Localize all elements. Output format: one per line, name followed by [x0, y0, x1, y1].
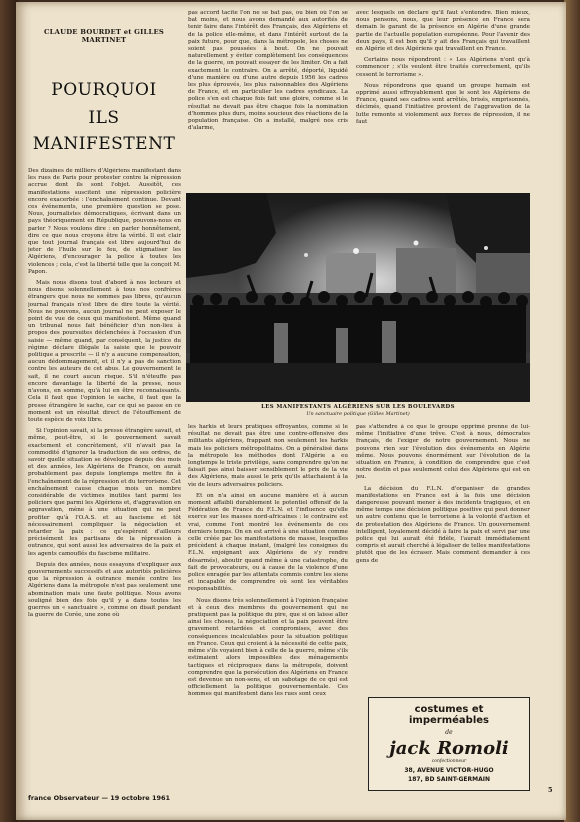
ad-line-de: de [445, 729, 453, 736]
photo-caption: LES MANIFESTANTS ALGÉRIENS SUR LES BOULEVARDS [261, 404, 455, 410]
page-number: 5 [548, 786, 553, 794]
headline-line-3: MANIFESTENT [32, 134, 176, 154]
crowd-photo-image [186, 193, 530, 402]
photo-subcaption: Un sanctuaire politique (Gilles Martinet) [306, 411, 410, 417]
article-paragraph: Certains nous répondront : « Les Algériens n'ont qu'à commencer ; s'ils veulent être traités correctement, qu'ils cessent le terrorisme ». [356, 57, 530, 78]
ad-address-2: 187, BD SAINT-GERMAIN [408, 776, 490, 783]
article-column-1 [28, 168, 181, 780]
article-paragraph: pas accord tacite l'on ne se bat pas, ou bien où l'on se bat moins, et nous avons demandé aux autorités de tenir faire dans l'intérêt des Français, des Algériens et de la police elle-même, et dans l'intérêt surtout de la paix future, pour que, dans la métropole, les choses ne soient pas poussées à bout. On ne pouvait naturellement y éviter complètement les conséquences de la guerre, on pouvait essayer de les limiter. On a fait exactement le contraire. On a arrêté, déporté, liquidé d'une manière ou d'une autre depuis 1956 les cadres les plus éprouvés, les plus raisonnables des Algériens de France, et en particulier les cadres syndicaux. La police s'en est chaque fois fait une gloire, comme si le résultat ne devait pas être chaque fois la nomination d'hommes plus durs, moins soucieux des réactions de la population française. On a installé, malgré nos cris d'alarme, [188, 10, 348, 132]
article-paragraph: les harkis et leurs pratiques effroyantes, comme si le résultat ne devait pas être une contre-offensive des militants algériens, frappant non seulement les harkis mais les policiers métropolitains. On a généralisé dans la métropole les méthodes dont l'Algérie a eu longtemps le triste privilège, sans comprendre qu'on ne faisait pas ainsi baisser sensiblement le prix de la vie des Algériens, mais aussi le prix qu'ils attachaient à la vie de leurs adversaires policiers. [188, 424, 348, 488]
article-paragraph: Mais nous disons tout d'abord à nos lecteurs et nous disons solennellement à tous nos confrères étrangers que nous ne sommes pas libres, qu'aucun journal français n'est libre de dire toute la vérité. Nous ne pouvons, aucun journal ne peut exposer le point de vue de ceux qui manifestent. Même quand un tribunal nous fait bénéficier d'un non-lieu à propos des poursuites déclenchées à l'occasion d'un saisie — même quand, par conséquent, la justice du régime déclare illégale la saisie que le pouvoir politique a prescrite — il n'y a aucune compensation, aucun dédommagement, et il n'y a pas de sanction contre les auteurs de cet abus. Le gouvernement le sait, il ne court aucun risque. S'il n'éteuffe pas encore davantage la liberté de la presse, nous n'avons, en somme, qu'à lui en être reconnaissants. Cela il faut que l'opinion le sache, il faut que la presse étrangère le sache, car ce qui se passe en ce moment est un résultat direct de l'étouffement de toute espèce de voix libre. [28, 280, 181, 423]
article-column-2-bottom [188, 424, 348, 786]
magazine-page [16, 2, 566, 820]
advertisement-box [368, 697, 530, 791]
article-paragraph: Si l'opinion savait, si la presse étrangère savait, et même, peut-être, si le gouvernement savait exactement et concrètement, s'il n'avait pas la commodité d'ignorer la traduction de ses ordres, de savoir quelle situation se développe depuis des mois et des années, les Algériens de France, on aurait probablement pas depuis longtemps mettre fin à l'enchaînement de la répression et du terrorisme. Cet enchaînement cause chaque mois un nombre considérable de victimes inutiles tant parmi les policiers que parmi les Algériens et, d'aggravation en aggravation, mène à une situation qui ne peut profiter qu'à l'O.A.S. et au fascisme et tôt nécessairement compliquer la négociation et retarder la paix : ce qu'espèrent d'ailleurs précisément les partisans de la répression à outrance, qui sont aussi les adversaires de la paix et les agents camouflés du fascisme militaire. [28, 428, 181, 557]
demonstration-photo [186, 193, 530, 402]
article-column-2-top [188, 10, 348, 188]
article-paragraph: Nous disons très solennellement à l'opinion française et à ceux des membres du gouvernement qui ne pratiquent pas la politique du pire, que si on laisse aller ainsi les choses, la négociation et la paix peuvent être gravement retardées et compromises, avec des conséquences incalculables pour la situation politique en France. Ceux qui croient à la nécessité de cette paix, même s'ils voyaient bien à celle de la guerre, même s'ils estimaient alors impossibles des ménagements tactiques et réciproques dans la métropole, doivent comprendre que la persécution des Algériens en France est devenue un non-sens, et un sabotage de ce qui est officiellement la politique gouvernementale. Ces hommes qui manifestent dans les rues sont ceux [188, 597, 348, 698]
article-paragraph: Et on n'a ainsi en aucune manière et à aucun moment affaibli durablement le potentiel offensif de la Fédération de France du F.L.N. et l'influence qu'elle exerce sur les masses nord-africaines : le contraire est vrai, comme l'ont montré les événements de ces derniers temps. On en est arrivé à une situation comme celle créée par les manifestations de masse, lesquelles précèdent à chaque instant, (malgré les consignes du F.L.N. enjoignant aux Algériens de s'y rendre désarmés), aboutir quand même à une catastrophe, du fait de provocateurs, ou à cause de la violence d'une police enragée par les attentats commis contre les siens et incapable de comprendre où sont les véritables responsabilités. [188, 492, 348, 593]
article-paragraph: La décision du F.L.N. d'organiser de grandes manifestations en France est à la fois une décision dangereuse pouvant mener à des incidents tragiques, et en même temps une décision politique positive qui peut donner un autre contenu que le terrorisme à la volonté d'action et de protestation des Algériens de France. Un gouvernement intelligent, loyalement décidé à faire la paix et servi par une police qui lui aurait été fidèle, l'aurait immédiatement compris et aurait cherché à légaliser de telles manifestations plutôt que de les écraser. Mais comment demander à ces gens de [356, 485, 530, 564]
article-column-3-bottom [356, 424, 530, 690]
article-paragraph: pas s'attendre à ce que le groupe opprimé prenne de lui-même l'initiative d'une trêve. C'est à nous, démocrates français, de l'exiger de notre gouvernement. Nous ne pouvons rien sur l'évolution des événements en Algérie même. Nous pouvons énormément sur l'évolution de la situation en France, à condition de comprendre que c'est notre destin et pas seulement celui des Algériens qui est en jeu. [356, 424, 530, 481]
ad-tagline: confectionneur [431, 759, 467, 764]
article-paragraph: Depuis des années, nous essayons d'expliquer aux gouvernements successifs et aux autorités policières que la répression à outrance menée contre les Algériens dans la métropole n'est pas seulement une abomination mais une faute politique. Nous avons souligné bien des fois qu'il y a dans toutes les guerres un « sanctuaire », comme on disait pendant la guerre de Corée, une zone où [28, 561, 181, 619]
ad-brand-name: jack Romoli [389, 738, 509, 759]
ad-line-impermeables: imperméables [409, 715, 489, 726]
article-paragraph: Des dizaines de milliers d'Algériens manifestant dans les rues de Paris pour protester contre la répression accrue dont ils sont l'objet. Aussitôt, ces manifestations suscitent une répression policière encore exacerbée : l'enchaînement continue. Devant ces événements, une première question se pose. Nous, journalistes démocratiques, écrivant dans un pays théoriquement en République, pouvons-nous en parler ? Nous voulons dire : en parler honnêtement, dire ce que nous croyons être la vérité. Il est clair que tout journal français est libre aujourd'hui de jeter de l'huile sur le feu, de stigmatiser les Algériens, d'encourager la police à toutes les violences ; cela, c'est la liberté telle que la conçoit M. Papon. [28, 168, 181, 275]
book-edge-right [564, 0, 580, 822]
article-authors: CLAUDE BOURDET et GILLES MARTINET [44, 28, 164, 44]
publication-footer: france Observateur — 19 octobre 1961 [28, 794, 171, 802]
article-paragraph: avec lesquels on déclare qu'il faut s'entendre. Bien mieux, nous pensons, nous, que leur présence en France sera demain le garant de la présence en Algérie d'une grande partie de l'actuelle population européenne. Pour l'avenir des deux pays, il est bon qu'il y ait des Français qui travaillent en Algérie et des Algériens qui travaillent en France. [356, 10, 530, 53]
article-paragraph: Nous répondrons que quand un groupe humain est opprimé aussi effroyablement que le sont les Algériens de France, quand ses cadres sont arrêtés, brisés, emprisonnés, décimés, quand l'initiative provient de l'aggravation de la lutte remonte si violemment aux forces de répression, il ne faut [356, 82, 530, 125]
headline-line-1: POURQUOI [51, 80, 157, 100]
article-column-3-top [356, 10, 530, 188]
ad-line-costumes: costumes et [414, 704, 484, 715]
ad-address-1: 38, AVENUE VICTOR-HUGO [404, 767, 494, 774]
headline-line-2: ILS [88, 108, 120, 128]
